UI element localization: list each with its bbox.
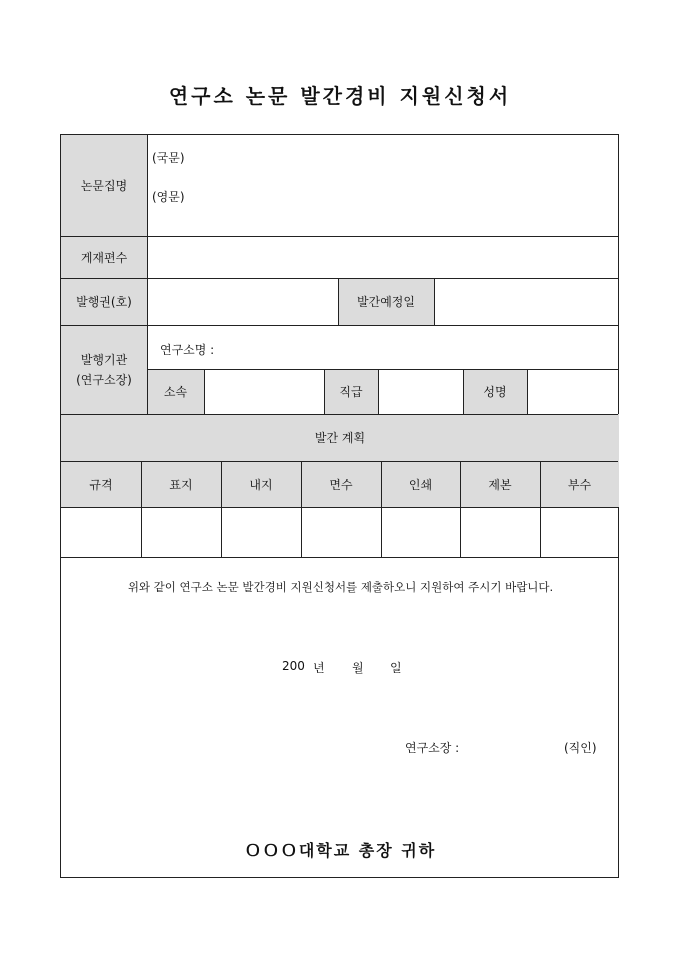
- institute-name-label: 연구소명 :: [160, 343, 215, 357]
- application-form: [60, 134, 619, 878]
- divider: [61, 325, 618, 326]
- divider: [381, 461, 382, 557]
- divider: [324, 369, 325, 414]
- divider: [204, 369, 205, 414]
- seal-label: (직인): [564, 741, 597, 755]
- affiliation-field[interactable]: [204, 369, 324, 414]
- plan-value-copies[interactable]: [540, 507, 619, 557]
- publisher-label: [61, 325, 147, 414]
- planned-date-label: 발간예정일: [338, 278, 434, 325]
- divider: [460, 461, 461, 557]
- issue-count-field[interactable]: [147, 236, 619, 278]
- plan-col-copies: 부수: [540, 461, 619, 507]
- divider: [527, 369, 528, 414]
- divider: [61, 278, 618, 279]
- plan-section-title: 발간 계획: [61, 414, 619, 461]
- recipient-closing: ＯＯＯ대학교 총장 귀하: [244, 841, 437, 860]
- date-year-label: 년: [313, 661, 325, 675]
- paper-title-korean-field[interactable]: [191, 141, 611, 169]
- form-title: 연구소 논문 발간경비 지원신청서: [168, 84, 512, 108]
- institute-name-field[interactable]: [231, 331, 611, 363]
- paper-title-english-label: (영문): [152, 190, 185, 204]
- name-field[interactable]: [527, 369, 619, 414]
- divider: [301, 461, 302, 557]
- date-day-label: 일: [390, 661, 402, 675]
- plan-col-binding: 제본: [460, 461, 540, 507]
- divider: [378, 369, 379, 414]
- divider: [463, 369, 464, 414]
- plan-col-inner: 내지: [221, 461, 301, 507]
- date-month-label: 월: [352, 661, 364, 675]
- divider: [434, 278, 435, 325]
- position-field[interactable]: [378, 369, 463, 414]
- plan-value-inner[interactable]: [221, 507, 301, 557]
- plan-value-cover[interactable]: [141, 507, 221, 557]
- divider: [61, 557, 618, 558]
- name-label: 성명: [463, 369, 527, 414]
- divider: [61, 236, 618, 237]
- divider: [61, 507, 618, 508]
- plan-value-size[interactable]: [61, 507, 141, 557]
- divider: [147, 369, 618, 370]
- divider: [147, 135, 148, 414]
- paper-title-korean-label: (국문): [152, 151, 185, 165]
- affiliation-label: 소속: [147, 369, 204, 414]
- divider: [540, 461, 541, 557]
- volume-field[interactable]: [147, 278, 338, 325]
- statement-text: 위와 같이 연구소 논문 발간경비 지원신청서를 제출하오니 지원하여 주시기 바랍니다.: [127, 580, 554, 594]
- publisher-label-line1: 발행기관: [80, 352, 128, 367]
- paper-title-label: 논문집명: [61, 135, 147, 236]
- divider: [61, 414, 618, 415]
- divider: [221, 461, 222, 557]
- publisher-label-line2: (연구소장): [76, 372, 132, 387]
- plan-value-pages[interactable]: [301, 507, 381, 557]
- signature-label: 연구소장 :: [405, 741, 460, 755]
- volume-label: 발행권(호): [61, 278, 147, 325]
- divider: [338, 278, 339, 325]
- divider: [61, 461, 618, 462]
- plan-col-printing: 인쇄: [381, 461, 460, 507]
- position-label: 직급: [324, 369, 378, 414]
- plan-value-binding[interactable]: [460, 507, 540, 557]
- issue-count-label: 게재편수: [61, 236, 147, 278]
- plan-value-printing[interactable]: [381, 507, 460, 557]
- plan-col-cover: 표지: [141, 461, 221, 507]
- divider: [141, 461, 142, 557]
- paper-title-english-field[interactable]: [191, 181, 611, 209]
- planned-date-field[interactable]: [434, 278, 619, 325]
- plan-col-pages: 면수: [301, 461, 381, 507]
- date-year: 200: [282, 659, 305, 673]
- plan-col-size: 규격: [61, 461, 141, 507]
